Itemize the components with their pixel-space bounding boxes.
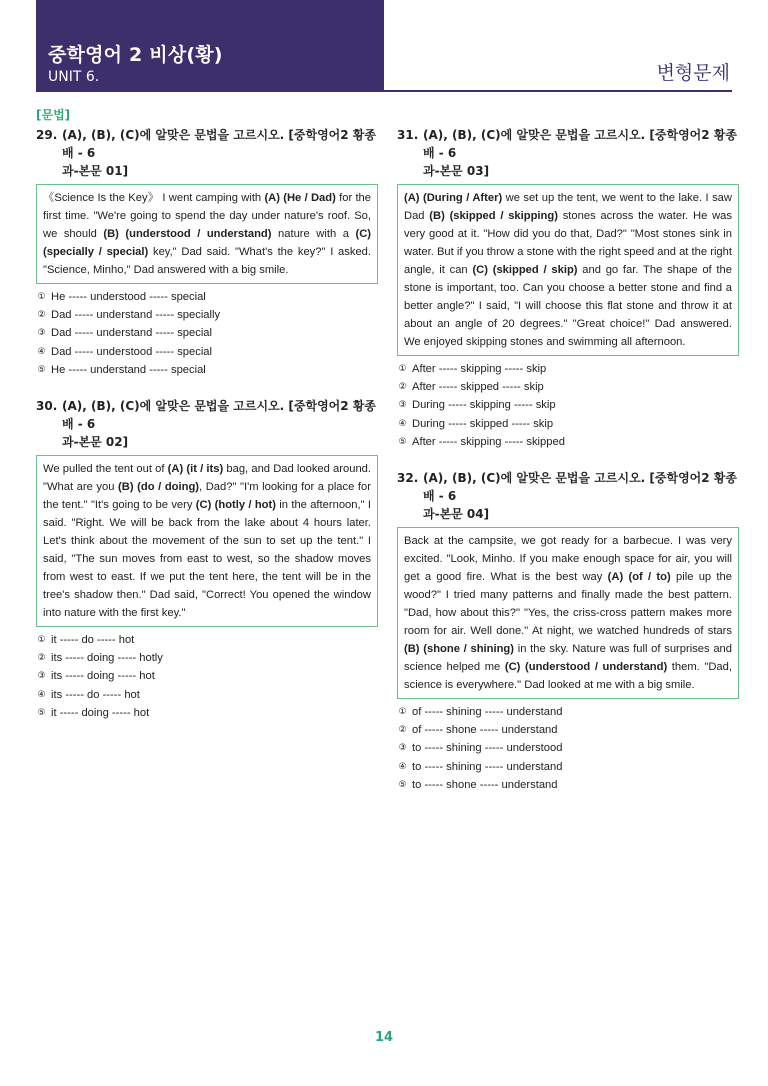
passage-text: stones across the water. He was very good at it. "How did you do that, Dad?" "Most stones sink in water. But if you throw a stone with the right speed and at the right angle, it can	[404, 210, 732, 276]
answer-choice[interactable]	[397, 703, 739, 721]
choice-number: ⑤	[398, 436, 407, 447]
left-column	[36, 106, 378, 722]
question-header	[397, 126, 739, 180]
question-prompt: (A), (B), (C)에 알맞은 문법을 고르시오. [중학영어2 황종배 - 6	[62, 128, 376, 160]
question-prompt: (A), (B), (C)에 알맞은 문법을 고르시오. [중학영어2 황종배 - 6	[423, 471, 737, 504]
answer-choice[interactable]	[36, 324, 378, 342]
section-tag: [문법]	[36, 108, 71, 122]
choice-number: ①	[37, 292, 46, 302]
passage-text: and go far. The shape of the stone is important, too. Can you choose a better stone and find a better angle?" I said, "I will choose this flat stone and throw it at about an angle of 20 degrees." "Great choice!" Dad answered. We enjoyed skipping stones and swimming all afternoon.	[404, 264, 732, 348]
blank-options: (A) (During / After)	[404, 192, 503, 204]
answer-choice[interactable]	[397, 776, 739, 794]
passage-text: we set up the tent, we went to the lake. I saw Dad	[404, 192, 732, 222]
question-number: 29.	[36, 128, 58, 142]
question-source: 과-본문 01]	[62, 164, 129, 178]
question-30	[36, 397, 378, 722]
choice-number: ②	[398, 382, 407, 393]
passage-text: nature with a	[271, 228, 356, 240]
passage-text: pile up the wood?" I tried many patterns and finally made the best pattern. "Dad, how about this?" "Yes, the criss-cross pattern makes more room for air. Well done." At night, we watched hundreds of stars	[404, 571, 732, 638]
header-divider	[384, 90, 732, 92]
answer-choice[interactable]	[397, 396, 739, 414]
answer-choice[interactable]	[397, 758, 739, 776]
blank-options: (C) (hotly / hot)	[195, 499, 276, 512]
choice-text: it ----- doing ----- hot	[51, 706, 150, 719]
choice-number: ②	[37, 310, 46, 321]
choice-text: to ----- shone ----- understand	[412, 778, 558, 791]
question-header	[36, 126, 378, 180]
answer-choice[interactable]	[36, 361, 378, 379]
choice-text: its ----- doing ----- hot	[51, 670, 155, 683]
question-number: 31.	[397, 128, 419, 142]
question-prompt: (A), (B), (C)에 알맞은 문법을 고르시오. [중학영어2 황종배 - 6	[423, 128, 737, 160]
choice-text: Dad ----- understand ----- special	[51, 327, 213, 340]
choice-text: its ----- do ----- hot	[51, 688, 140, 701]
answer-choice[interactable]	[36, 343, 378, 361]
answer-choices	[397, 360, 739, 451]
answer-choice[interactable]	[397, 433, 739, 451]
choice-text: it ----- do ----- hot	[51, 634, 135, 647]
answer-choice[interactable]	[397, 739, 739, 757]
choice-number: ④	[398, 761, 407, 772]
choice-text: its ----- doing ----- hotly	[51, 652, 163, 665]
blank-options: (B) (do / doing)	[118, 481, 199, 494]
answer-choices	[36, 631, 378, 722]
choice-number: ⑤	[398, 779, 407, 790]
passage-box	[397, 184, 739, 356]
answer-choice[interactable]	[36, 288, 378, 306]
choice-text: During ----- skipped ----- skip	[412, 417, 554, 430]
choice-number: ①	[398, 707, 407, 718]
blank-options: (C) (skipped / skip)	[472, 264, 578, 276]
passage-text: them. "Dad, science is everywhere." Dad looked at me with a big smile.	[404, 661, 732, 692]
choice-text: to ----- shining ----- understood	[412, 742, 563, 755]
blank-options: (C) (specially / special)	[43, 228, 371, 258]
question-header	[36, 397, 378, 451]
passage-text: key," Dad said. "What's the key?" I asked. "Science, Minho," Dad answered with a big smile.	[43, 246, 372, 276]
choice-text: of ----- shone ----- understand	[412, 724, 558, 737]
unit-label: UNIT 6.	[48, 69, 100, 85]
answer-choices	[397, 703, 739, 794]
question-prompt: (A), (B), (C)에 알맞은 문법을 고르시오. [중학영어2 황종배 - 6	[62, 399, 376, 432]
question-source: 과-본문 04]	[423, 507, 490, 522]
passage-text: , Dad?" "I'm looking for a place for the tent." "It's going to be very	[43, 481, 371, 512]
passage-text: bag, and Dad looked around. "What are you	[43, 463, 372, 494]
blank-options: (B) (shone / shining)	[404, 643, 514, 656]
choice-number: ③	[37, 671, 46, 682]
answer-choice[interactable]	[36, 667, 378, 685]
answer-choices	[36, 288, 378, 379]
passage-text: Back at the campsite, we got ready for a barbecue. I was very excited. "Look, Minho. If you make enough space for air, you will get a good fire. What is the best way	[404, 535, 732, 584]
blank-options: (B) (understood / understand)	[103, 228, 272, 240]
choice-text: to ----- shining ----- understand	[412, 760, 563, 773]
answer-choice[interactable]	[36, 631, 378, 649]
choice-number: ⑤	[37, 707, 46, 718]
question-source: 과-본문 02]	[62, 435, 129, 450]
passage-box	[36, 184, 378, 284]
blank-options: (C) (understood / understand)	[504, 661, 668, 674]
answer-choice[interactable]	[397, 378, 739, 396]
passage-text: We pulled the tent out of	[43, 463, 168, 476]
question-source: 과-본문 03]	[423, 164, 490, 178]
passage-box	[397, 527, 739, 699]
textbook-title: 중학영어 2 비상(황)	[48, 44, 223, 66]
choice-number: ①	[37, 635, 46, 646]
page-number: 14	[374, 1030, 394, 1045]
choice-text: of ----- shining ----- understand	[412, 706, 563, 719]
question-32	[397, 469, 739, 794]
question-number: 30.	[36, 399, 58, 414]
question-number: 32.	[397, 471, 419, 486]
choice-number: ②	[37, 653, 46, 664]
choice-text: After ----- skipped ----- skip	[412, 381, 544, 394]
choice-number: ③	[398, 743, 407, 754]
passage-text: in the sky. Nature was full of surprises and science helped me	[404, 643, 733, 674]
answer-choice[interactable]	[36, 649, 378, 667]
question-29	[36, 126, 378, 379]
choice-number: ⑤	[37, 364, 46, 375]
header-banner	[36, 0, 384, 92]
blank-options: (A) (it / its)	[167, 463, 224, 476]
choice-number: ④	[37, 346, 46, 357]
blank-options: (A) (of / to)	[607, 571, 671, 584]
answer-choice[interactable]	[397, 415, 739, 433]
question-31	[397, 126, 739, 451]
passage-text: in the afternoon," I said. "Right. We will be back from the lake about 4 hours later. Let's think about the movement of the sun to set up the tent." I said, "The sun moves from east to west, so the shadow moves from west to east. If we put the tent here, the tent will be in the tree's shadow then." Dad said, "Correct! You opened the window into nature with the first key."	[43, 499, 371, 620]
choice-number: ①	[398, 364, 407, 374]
choice-text: Dad ----- understand ----- specially	[51, 309, 221, 322]
answer-choice[interactable]	[397, 721, 739, 739]
blank-options: (A) (He / Dad)	[264, 192, 336, 204]
choice-text: After ----- skipping ----- skipped	[412, 435, 565, 448]
choice-number: ③	[37, 328, 46, 339]
choice-number: ②	[398, 725, 407, 736]
choice-number: ③	[398, 400, 407, 411]
choice-text: Dad ----- understood ----- special	[51, 345, 213, 358]
passage-text: for the first time. "We're going to spend the day under nature's roof. So, we should	[43, 192, 372, 240]
choice-text: He ----- understood ----- special	[51, 291, 206, 303]
choice-number: ④	[37, 689, 46, 700]
question-header	[397, 469, 739, 523]
choice-text: He ----- understand ----- special	[51, 363, 206, 376]
answer-choice[interactable]	[36, 306, 378, 324]
choice-text: After ----- skipping ----- skip	[412, 363, 547, 375]
answer-choice[interactable]	[36, 686, 378, 704]
blank-options: (B) (skipped / skipping)	[429, 210, 558, 222]
worksheet-type-label: 변형문제	[656, 62, 730, 84]
choice-text: During ----- skipping ----- skip	[412, 399, 556, 412]
right-column	[397, 126, 739, 794]
passage-box	[36, 455, 378, 627]
choice-number: ④	[398, 418, 407, 429]
passage-text: 《Science Is the Key》 I went camping with	[43, 192, 265, 204]
answer-choice[interactable]	[36, 704, 378, 722]
answer-choice[interactable]	[397, 360, 739, 378]
